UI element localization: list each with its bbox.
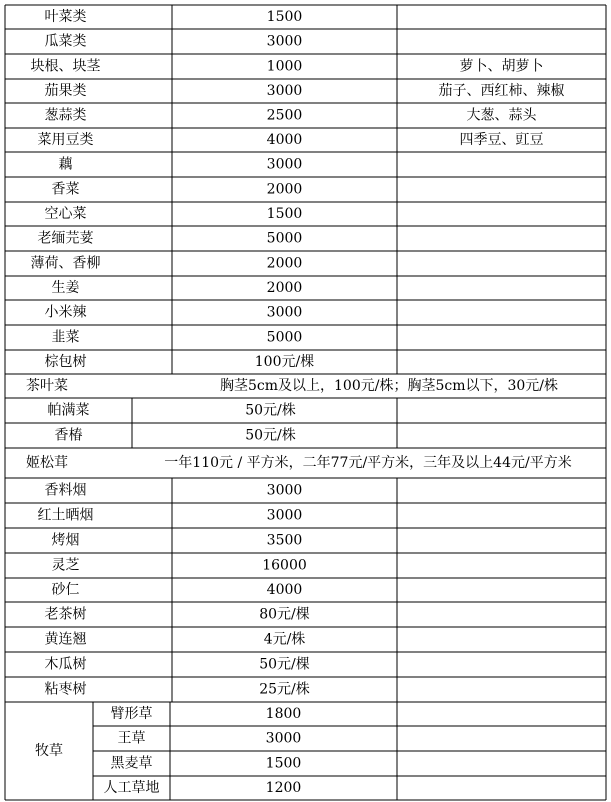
crop-value: 80元/棵 <box>259 606 310 623</box>
crop-name: 老缅芫荽 <box>37 230 94 247</box>
crop-value: 1000 <box>266 58 303 75</box>
crop-value: 3000 <box>266 507 303 524</box>
crop-name: 薄荷、香柳 <box>30 255 101 272</box>
crop-name: 红土晒烟 <box>37 507 94 524</box>
forage-name: 臂形草 <box>110 706 153 722</box>
crop-value: 胸茎5cm及以上，100元/株；胸茎5cm以下，30元/株 <box>219 378 559 394</box>
forage-name: 黑麦草 <box>110 755 153 772</box>
crop-name: 砂仁 <box>51 582 80 598</box>
crop-value: 4000 <box>266 132 303 148</box>
forage-group-label: 牧草 <box>35 743 63 759</box>
forage-name: 人工草地 <box>103 780 160 796</box>
forage-value: 1800 <box>265 706 302 722</box>
crop-name: 瓜菜类 <box>44 33 87 50</box>
forage-name: 王草 <box>117 730 146 747</box>
crop-note: 萝卜、胡萝卜 <box>459 58 544 75</box>
crop-name: 生姜 <box>51 280 80 296</box>
crop-name: 茶叶菜 <box>26 378 68 394</box>
crop-value: 3000 <box>266 33 303 50</box>
crop-value: 1500 <box>266 206 303 222</box>
crop-value: 50元/株 <box>245 427 296 444</box>
forage-value: 1500 <box>265 755 302 772</box>
crop-value: 50元/棵 <box>259 656 310 673</box>
crop-name: 葱蒜类 <box>44 107 87 124</box>
crop-name: 香椿 <box>54 427 83 444</box>
crop-name: 小米辣 <box>44 304 87 321</box>
crop-name: 藕 <box>58 156 73 173</box>
forage-value: 3000 <box>265 730 302 747</box>
crop-name: 棕包树 <box>44 354 87 370</box>
crop-value: 3000 <box>266 156 303 173</box>
crop-value: 2000 <box>266 255 303 272</box>
crop-value: 1500 <box>266 9 303 25</box>
crop-name: 老茶树 <box>44 606 87 623</box>
crop-note: 大葱、蒜头 <box>466 107 537 124</box>
crop-value: 2000 <box>266 280 303 296</box>
crop-name: 菜用豆类 <box>37 132 94 148</box>
crop-name: 香菜 <box>51 181 80 198</box>
crop-name: 韭菜 <box>51 329 80 346</box>
table-cells <box>26 8 572 796</box>
crop-value: 5000 <box>266 329 303 346</box>
crop-value: 2500 <box>266 107 303 124</box>
crop-value: 3000 <box>266 304 303 321</box>
crop-value: 5000 <box>266 230 303 247</box>
crop-value: 100元/棵 <box>254 354 315 370</box>
forage-value: 1200 <box>265 780 302 796</box>
crop-name: 块根、块茎 <box>30 58 101 75</box>
crop-name: 烤烟 <box>51 532 80 549</box>
crop-name: 茄果类 <box>44 83 87 99</box>
crop-note: 茄子、西红柿、辣椒 <box>438 83 565 99</box>
crop-name: 帕满菜 <box>47 402 90 419</box>
crop-name: 香料烟 <box>44 482 87 499</box>
crop-name: 黄连翘 <box>44 631 87 648</box>
crop-value: 50元/株 <box>245 402 296 419</box>
crop-value: 16000 <box>262 557 307 574</box>
crop-name: 空心菜 <box>44 206 87 222</box>
crop-name: 粘枣树 <box>44 681 87 698</box>
crop-value: 4元/株 <box>263 631 306 648</box>
crop-value: 3500 <box>266 532 303 549</box>
crop-value: 25元/株 <box>259 681 310 698</box>
crop-name: 叶菜类 <box>44 9 87 25</box>
crop-value: 一年110元 / 平方米，二年77元/平方米，三年及以上44元/平方米 <box>164 455 572 471</box>
crop-value: 3000 <box>266 482 303 499</box>
crop-note: 四季豆、豇豆 <box>459 132 544 148</box>
crop-value: 4000 <box>266 582 303 598</box>
crop-value: 3000 <box>266 83 303 99</box>
crop-value: 2000 <box>266 181 303 198</box>
crop-name: 灵芝 <box>51 557 80 574</box>
crop-name: 木瓜树 <box>44 656 87 673</box>
crop-name: 姬松茸 <box>26 455 68 471</box>
